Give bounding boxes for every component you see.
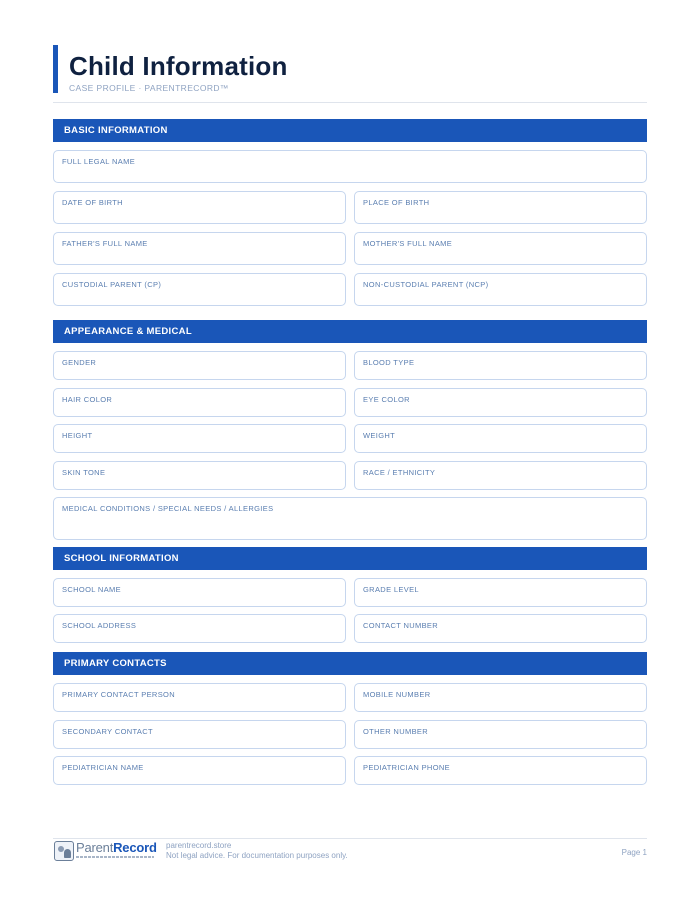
mothers-full-name-field[interactable] [354, 232, 647, 265]
field-label: SCHOOL NAME [62, 585, 121, 594]
field-label: SKIN TONE [62, 468, 106, 477]
section-primary-contacts: PRIMARY CONTACTS [53, 652, 647, 675]
footer-disclaimer: Not legal advice. For documentation purposes only. [166, 851, 348, 860]
primary-contact-person-field[interactable] [53, 683, 346, 712]
field-label: MOTHER'S FULL NAME [363, 239, 453, 248]
section-appearance-medical: APPEARANCE & MEDICAL [53, 320, 647, 343]
medical-conditions-field[interactable] [53, 497, 647, 540]
field-label: SCHOOL ADDRESS [62, 621, 137, 630]
field-label: PRIMARY CONTACT PERSON [62, 690, 175, 699]
page-number: Page 1 [621, 848, 647, 857]
logo-tagline [76, 856, 154, 858]
logo-wordmark [76, 840, 157, 855]
hair-color-field[interactable] [53, 388, 346, 417]
weight-field[interactable] [354, 424, 647, 453]
field-label: FATHER'S FULL NAME [62, 239, 148, 248]
field-label: GENDER [62, 358, 97, 367]
school-name-field[interactable] [53, 578, 346, 607]
gender-field[interactable] [53, 351, 346, 380]
page-title: Child Information [69, 51, 288, 81]
fathers-full-name-field[interactable] [53, 232, 346, 265]
place-of-birth-field[interactable] [354, 191, 647, 224]
full-legal-name-field[interactable] [53, 150, 647, 183]
grade-level-field[interactable] [354, 578, 647, 607]
field-label: HAIR COLOR [62, 395, 113, 404]
school-address-field[interactable] [53, 614, 346, 643]
field-label: RACE / ETHNICITY [363, 468, 436, 477]
logo-record-text: Record [113, 840, 157, 855]
section-basic-information: BASIC INFORMATION [53, 119, 647, 142]
pediatrician-phone-field[interactable] [354, 756, 647, 785]
field-label: SECONDARY CONTACT [62, 727, 153, 736]
parentrecord-logo [53, 841, 155, 863]
field-label: FULL LEGAL NAME [62, 157, 136, 166]
page-header [53, 45, 647, 103]
non-custodial-parent-field[interactable] [354, 273, 647, 306]
field-label: WEIGHT [363, 431, 396, 440]
height-field[interactable] [53, 424, 346, 453]
other-number-field[interactable] [354, 720, 647, 749]
skin-tone-field[interactable] [53, 461, 346, 490]
mobile-number-field[interactable] [354, 683, 647, 712]
section-school-information: SCHOOL INFORMATION [53, 547, 647, 570]
race-ethnicity-field[interactable] [354, 461, 647, 490]
field-label: NON-CUSTODIAL PARENT (NCP) [363, 280, 489, 289]
contact-number-field[interactable] [354, 614, 647, 643]
field-label: EYE COLOR [363, 395, 410, 404]
parentrecord-logo-icon [54, 841, 74, 861]
eye-color-field[interactable] [354, 388, 647, 417]
field-label: BLOOD TYPE [363, 358, 415, 367]
field-label: PLACE OF BIRTH [363, 198, 430, 207]
field-label: GRADE LEVEL [363, 585, 419, 594]
field-label: HEIGHT [62, 431, 93, 440]
footer-website: parentrecord.store [166, 841, 232, 850]
page-footer [53, 838, 647, 866]
field-label: OTHER NUMBER [363, 727, 429, 736]
field-label: DATE OF BIRTH [62, 198, 123, 207]
blood-type-field[interactable] [354, 351, 647, 380]
logo-parent-text: Parent [76, 840, 114, 855]
custodial-parent-field[interactable] [53, 273, 346, 306]
field-label: MOBILE NUMBER [363, 690, 431, 699]
page-subtitle: CASE PROFILE · PARENTRECORD™ [69, 83, 229, 93]
pediatrician-name-field[interactable] [53, 756, 346, 785]
date-of-birth-field[interactable] [53, 191, 346, 224]
field-label: CONTACT NUMBER [363, 621, 439, 630]
field-label: CUSTODIAL PARENT (CP) [62, 280, 162, 289]
field-label: PEDIATRICIAN PHONE [363, 763, 451, 772]
field-label: MEDICAL CONDITIONS / SPECIAL NEEDS / ALLERGIES [62, 504, 274, 513]
header-accent-bar [53, 45, 58, 93]
field-label: PEDIATRICIAN NAME [62, 763, 144, 772]
secondary-contact-field[interactable] [53, 720, 346, 749]
